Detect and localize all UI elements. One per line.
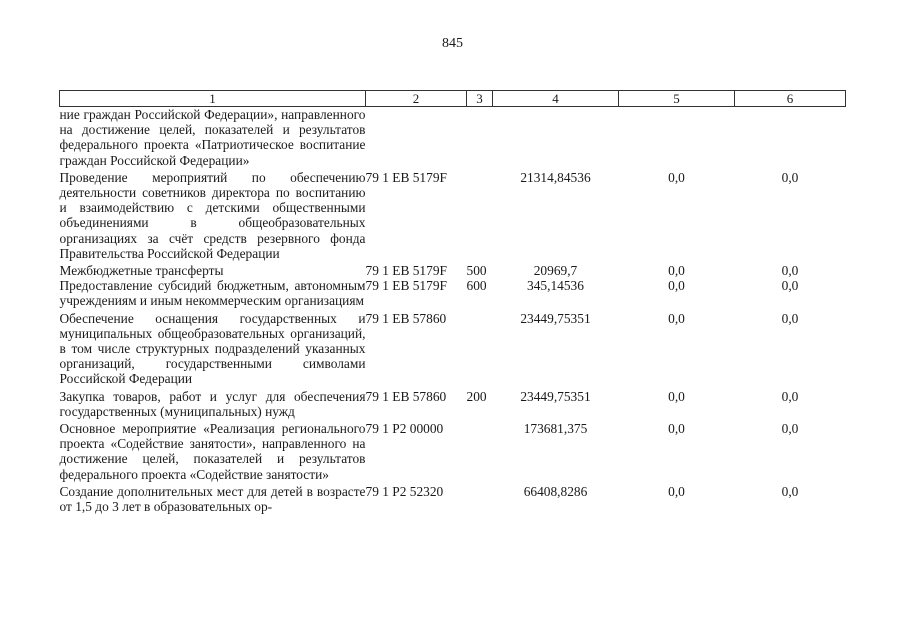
row-description: Обеспечение оснащения государственных и муниципальных общеобразовательных организаций, в том числе структурных подразделений указанных организаций, государственными символами Российской Федерации xyxy=(59,310,366,387)
row-description: Основное мероприятие «Реализация регионального проекта «Содействие занятости», направленного на достижение целей, показателей и результатов федерального проекта «Содействие занятости» xyxy=(59,421,366,482)
row-code: 79 1 ЕВ 5179F xyxy=(365,169,447,185)
table-row xyxy=(60,107,846,168)
row-amount: 23449,75351 xyxy=(520,310,591,326)
row-expense-type xyxy=(467,309,493,387)
row-expense-type xyxy=(467,107,493,168)
table-row xyxy=(60,309,846,387)
row-description: Создание дополнительных мест для детей в возрасте от 1,5 до 3 лет в образовательных ор- xyxy=(59,483,366,515)
budget-table xyxy=(59,90,846,514)
row-year2: 0,0 xyxy=(668,483,685,499)
column-header-2: 2 xyxy=(366,91,467,107)
column-header-6: 6 xyxy=(735,91,846,107)
row-amount xyxy=(493,107,619,168)
row-year2: 0,0 xyxy=(668,421,685,437)
row-amount: 66408,8286 xyxy=(523,483,588,499)
page-number: 845 xyxy=(442,36,463,51)
column-header-4: 4 xyxy=(493,91,619,107)
column-header-3: 3 xyxy=(467,91,493,107)
row-amount: 21314,84536 xyxy=(520,169,591,185)
row-code: 79 1 ЕВ 5179F xyxy=(365,263,447,279)
row-expense-type: 500 xyxy=(466,263,487,279)
table-row xyxy=(60,278,846,308)
row-code: 79 1 Р2 52320 xyxy=(365,483,444,499)
row-year2: 0,0 xyxy=(668,310,685,326)
row-year2: 0,0 xyxy=(668,388,685,404)
row-amount: 20969,7 xyxy=(533,263,578,279)
row-year2: 0,0 xyxy=(668,278,685,294)
row-year3: 0,0 xyxy=(781,421,799,437)
row-description: Предоставление субсидий бюджетным, автономным учреждениям и иным некоммерческим организациям xyxy=(59,278,366,309)
row-description: ние граждан Российской Федерации», направленного на достижение целей, показателей и результатов федерального проекта «Патриотическое воспитание граждан Российской Федерации» xyxy=(59,107,366,168)
row-expense-type xyxy=(467,419,493,482)
table-body xyxy=(60,107,846,515)
table-row xyxy=(60,387,846,419)
row-amount: 345,14536 xyxy=(527,278,584,294)
row-year3: 0,0 xyxy=(781,483,799,499)
table-row xyxy=(60,261,846,278)
row-amount: 173681,375 xyxy=(523,421,588,437)
row-expense-type: 600 xyxy=(466,278,487,294)
row-year3: 0,0 xyxy=(781,263,799,279)
row-code: 79 1 ЕВ 57860 xyxy=(365,310,447,326)
row-code: 79 1 ЕВ 57860 xyxy=(365,388,447,404)
column-header-5: 5 xyxy=(619,91,735,107)
row-description: Закупка товаров, работ и услуг для обеспечения государственных (муниципальных) нужд xyxy=(59,388,366,419)
table-row xyxy=(60,482,846,514)
row-expense-type: 200 xyxy=(466,388,487,404)
row-expense-type xyxy=(467,168,493,261)
row-year3: 0,0 xyxy=(781,388,799,404)
table-header xyxy=(60,91,846,107)
column-header-1: 1 xyxy=(60,91,366,107)
row-code: 79 1 Р2 00000 xyxy=(365,421,444,437)
row-amount: 23449,75351 xyxy=(520,388,591,404)
row-expense-type xyxy=(467,482,493,514)
row-code xyxy=(366,107,467,168)
row-year3: 0,0 xyxy=(781,169,799,185)
row-year3 xyxy=(735,107,846,168)
table-row xyxy=(60,419,846,482)
row-code: 79 1 ЕВ 5179F xyxy=(365,278,447,294)
row-year3: 0,0 xyxy=(781,310,799,326)
row-description: Проведение мероприятий по обеспечению деятельности советников директора по воспитанию и взаимодействию с детскими общественными объединениями в общеобразовательных организациях за счёт средств резервного фонда Правительства Российской Федерации xyxy=(59,169,366,261)
row-year2 xyxy=(619,107,735,168)
row-year2: 0,0 xyxy=(668,263,685,279)
row-year2: 0,0 xyxy=(668,169,685,185)
header-row xyxy=(60,91,846,107)
row-description: Межбюджетные трансферты xyxy=(59,263,224,279)
row-year3: 0,0 xyxy=(781,278,799,294)
table-row xyxy=(60,168,846,261)
